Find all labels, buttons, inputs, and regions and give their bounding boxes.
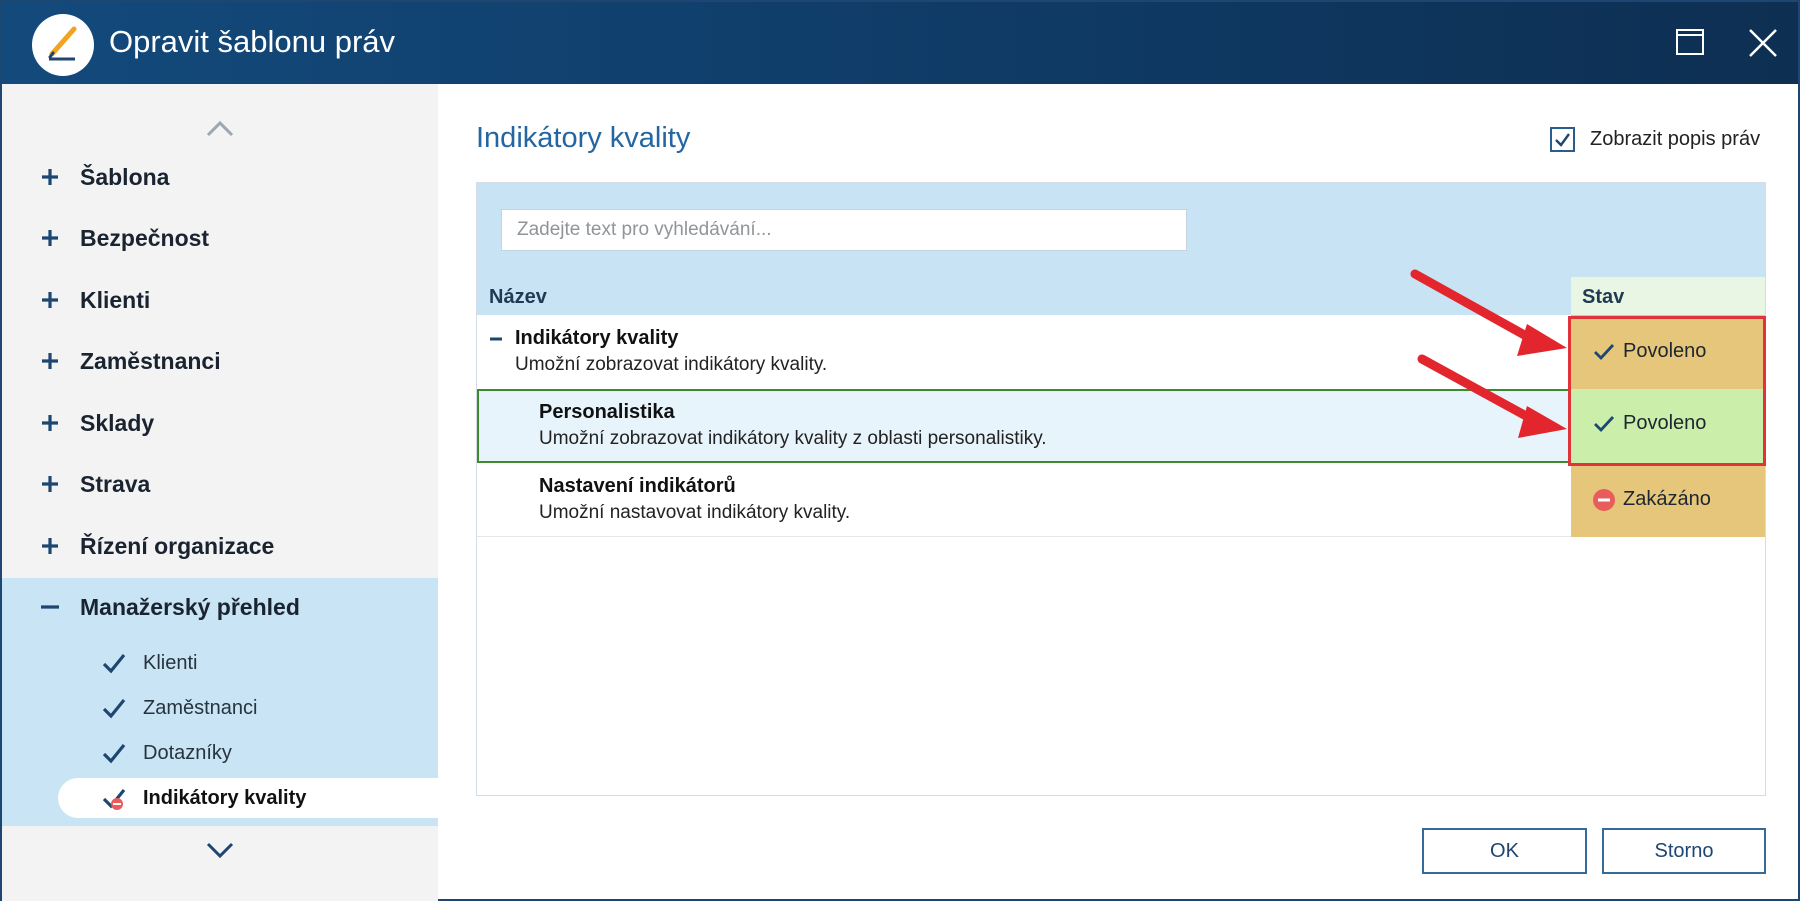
ok-button[interactable]: OK <box>1422 828 1587 874</box>
sidebar-item-label: Zaměstnanci <box>80 348 221 374</box>
row-name: Personalistika <box>539 401 675 423</box>
minus-icon <box>38 595 62 619</box>
sidebar-subitem-label: Dotazníky <box>143 742 232 764</box>
sidebar-item-sklady[interactable] <box>2 395 438 453</box>
sidebar-item-label: Sklady <box>80 410 155 436</box>
maximize-icon <box>1667 20 1713 66</box>
sidebar-subitem-label: Klienti <box>143 652 198 674</box>
column-header-state[interactable]: Stav <box>1582 286 1625 308</box>
sidebar-item-label: Klienti <box>80 287 151 313</box>
window-title: Opravit šablonu práv <box>109 24 396 59</box>
close-button[interactable] <box>1740 20 1786 66</box>
search-band <box>477 183 1765 277</box>
plus-icon <box>38 534 62 558</box>
sidebar-item-label: Řízení organizace <box>80 533 275 559</box>
maximize-button[interactable] <box>1667 20 1713 66</box>
highlight-box <box>1568 316 1766 466</box>
sidebar <box>2 84 438 901</box>
sidebar-subitem-label: Indikátory kvality <box>143 787 307 809</box>
sidebar-subitem-indikatory-kvality[interactable] <box>2 777 438 819</box>
sidebar-item-bezpecnost[interactable] <box>2 210 438 268</box>
plus-icon <box>38 472 62 496</box>
plus-icon <box>38 411 62 435</box>
sidebar-item-strava[interactable] <box>2 456 438 514</box>
state-label: Zakázáno <box>1623 488 1711 510</box>
row-description: Umožní nastavovat indikátory kvality. <box>539 502 851 523</box>
search-input[interactable] <box>501 209 1187 251</box>
sidebar-item-label: Šablona <box>80 164 170 190</box>
page-title: Indikátory kvality <box>476 122 691 154</box>
sidebar-item-klienti[interactable] <box>2 272 438 330</box>
arrow-icon <box>1407 264 1577 444</box>
collapse-minus-icon[interactable] <box>487 330 505 348</box>
sidebar-item-label: Strava <box>80 471 151 497</box>
show-description-label: Zobrazit popis práv <box>1590 128 1761 150</box>
forbidden-icon <box>1591 487 1617 513</box>
checkmark-icon <box>100 650 128 676</box>
checkmark-icon <box>100 695 128 721</box>
column-header-name[interactable]: Název <box>489 286 547 308</box>
title-bar[interactable] <box>2 2 1798 84</box>
row-name: Indikátory kvality <box>515 327 679 349</box>
sidebar-subitem-label: Zaměstnanci <box>143 697 258 719</box>
sidebar-subitem-dotazniky[interactable] <box>2 732 438 774</box>
sidebar-item-zamestnanci[interactable] <box>2 333 438 391</box>
plus-icon <box>38 165 62 189</box>
plus-icon <box>38 288 62 312</box>
sidebar-item-label: Bezpečnost <box>80 225 210 251</box>
edit-pencil-icon <box>32 14 94 76</box>
sidebar-item-manazersky-prehled[interactable] <box>2 579 438 637</box>
sidebar-item-sablona[interactable] <box>2 149 438 207</box>
state-label: Povoleno <box>1623 412 1707 434</box>
checkmark-icon <box>1553 130 1572 149</box>
sidebar-subitem-zamestnanci[interactable] <box>2 687 438 729</box>
chevron-down-icon[interactable] <box>200 838 240 862</box>
close-icon <box>1740 20 1786 66</box>
row-description: Umožní zobrazovat indikátory kvality. <box>515 354 828 375</box>
plus-icon <box>38 226 62 250</box>
cancel-button[interactable]: Storno <box>1602 828 1766 874</box>
plus-icon <box>38 349 62 373</box>
partial-check-icon <box>100 785 128 811</box>
checkmark-icon <box>100 740 128 766</box>
row-description: Umožní zobrazovat indikátory kvality z oblasti personalistiky. <box>539 428 1047 449</box>
state-cell[interactable] <box>1571 463 1765 537</box>
chevron-up-icon[interactable] <box>200 117 240 141</box>
row-name: Nastavení indikátorů <box>539 475 736 497</box>
state-label: Povoleno <box>1623 340 1707 362</box>
show-description-checkbox[interactable] <box>1550 127 1575 152</box>
sidebar-item-label: Manažerský přehled <box>80 594 300 620</box>
sidebar-subitem-klienti[interactable] <box>2 642 438 684</box>
sidebar-item-rizeni-organizace[interactable] <box>2 518 438 576</box>
